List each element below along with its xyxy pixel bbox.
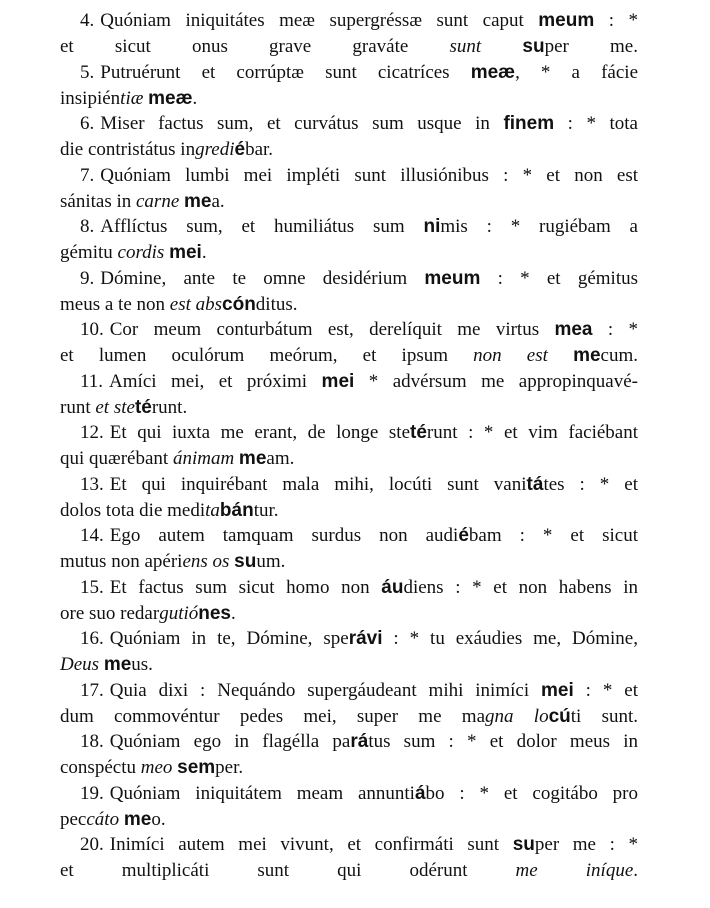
accent-syllable: meæ [148,87,193,109]
accent-syllable: cón [222,293,256,315]
verse [60,266,638,318]
verse-line-continuation [60,858,638,884]
verse-line-continuation [60,446,638,472]
italic-text: tiæ [120,87,144,109]
verse-line-continuation [60,86,638,112]
verse-line-first [60,214,638,240]
verse-number: 5. [80,61,95,83]
verse-number: 10. [80,319,104,340]
italic-text: est abs [169,293,223,315]
verse [60,60,638,112]
verse-text: die contristátus in [60,139,196,160]
verse-number: 6. [80,113,95,134]
verse [60,832,638,884]
verse-number: 12. [80,422,104,443]
verse-text [481,36,522,57]
verse [60,8,638,60]
verse-text: mis : * rugiébam a [440,216,638,237]
verse-line-continuation [60,807,638,833]
verse-text: . [192,87,198,109]
verse-text: tus sum : * et dolor meus in [368,731,638,752]
italic-text: gna lo [485,705,549,727]
verse-number: 17. [80,679,104,701]
accent-syllable: me [573,345,601,366]
verse-line-continuation [60,755,638,781]
verse-text: * advérsum me appropinquavé- [354,370,638,392]
italic-text: carne [136,190,180,212]
verse [60,111,638,163]
italic-text: Deus [60,654,100,675]
verse-text: bam : * et sicut [468,525,639,546]
italic-text: ta [205,499,220,521]
verse-text: ditus. [255,293,298,315]
verse [60,369,638,421]
accent-syllable: é [458,525,469,546]
accent-syllable: meæ [470,61,516,83]
verse-text: am. [266,448,295,469]
verse [60,472,638,524]
verse-text: sánitas in [60,190,136,212]
verse-line-continuation [60,34,638,60]
verse-text: . [201,242,207,263]
accent-syllable: rávi [348,628,383,649]
verse-text: Et factus sum sicut homo non [109,576,382,598]
verse-line-continuation [60,395,638,421]
verse-number: 16. [80,628,104,649]
verse-line-first [60,626,638,652]
verse-text: Amíci mei, et próximi [109,370,322,392]
verse-line-first [60,523,638,549]
verse-number: 8. [80,216,95,237]
verse-line-first [60,266,638,292]
verse-text: : * [592,319,639,340]
verse-text: a. [211,190,225,212]
verse-line-first [60,781,638,807]
verse-text: : * tota [554,113,638,134]
verse-text: Quóniam ego in flagélla pa [109,731,351,752]
accent-syllable: nes [198,602,231,624]
verse-line-continuation [60,137,638,163]
accent-syllable: su [512,834,535,855]
verse-line-first [60,575,638,601]
accent-syllable: é [234,139,246,160]
verse-text: qui quærébant [60,448,173,469]
verse-text: ti sunt. [570,705,639,727]
verse [60,163,638,215]
verse-line-first [60,369,638,395]
accent-syllable: mei [169,242,202,263]
verse-text: bo : * et cogitábo pro [425,782,638,804]
verse-text: Ego autem tamquam surdus non audi [109,525,459,546]
verse-text: per me. [544,36,638,57]
italic-text: meo [140,757,173,778]
accent-syllable: áu [381,576,404,598]
verse-text: Cor meum conturbátum est, derelíquit me virtus [109,319,555,340]
accent-syllable: cú [548,705,571,727]
italic-text: que [605,860,634,881]
verse [60,523,638,575]
italic-text: et ste [95,396,135,418]
verse-text: o. [151,808,166,830]
verse-number: 20. [80,834,104,855]
accent-syllable: meum [424,267,481,289]
verse-text: meus a te non [60,293,170,315]
accent-syllable: bán [219,499,254,521]
accent-syllable: me [238,448,267,469]
verse-text: tes : * et [543,473,638,495]
verse-text: Miser factus sum, et curvátus sum usque in [100,113,504,134]
verse-text: mutus non apéri [60,551,183,572]
verse-text: dum commovéntur pedes mei, super me ma [60,705,486,727]
verse-line-first [60,163,638,189]
verse-text: Dómine, ante te omne desidérium [100,267,425,289]
verse-text: Quóniam in te, Dómine, spe [109,628,349,649]
verse-number: 4. [80,10,95,31]
verse-text: Putruérunt et corrúptæ sunt cicatríces [100,61,471,83]
verse-line-first [60,420,638,446]
italic-text: me iní [515,860,606,881]
accent-syllable: mei [541,679,574,701]
verse-text: runt. [151,396,188,418]
verse-line-first [60,832,638,858]
verse-text: insipién [60,87,121,109]
verse-line-first [60,317,638,343]
verse-text: et multiplicáti sunt qui odérunt [60,860,516,881]
verse-line-continuation [60,549,638,575]
verse-number: 14. [80,525,104,546]
verse-line-first [60,111,638,137]
accent-syllable: té [410,422,427,443]
verse-line-continuation [60,292,638,318]
verse-text: . [633,860,638,881]
verse-text: Quóniam iniquitátem meam annunti [109,782,415,804]
verse-text: et lumen oculórum meórum, et ipsum [60,345,474,366]
verse-line-continuation [60,189,638,215]
verse [60,781,638,833]
verse-text: , * a fácie [515,61,639,83]
verse-number: 7. [80,164,95,186]
verse-line-first [60,472,638,498]
verse-text: Et qui iuxta me erant, de longe ste [109,422,411,443]
italic-text: ens os [182,551,230,572]
italic-text: non est [473,345,548,366]
verse [60,575,638,627]
verse-text: runt [60,396,96,418]
verse [60,626,638,678]
accent-syllable: tá [526,473,544,495]
verse-line-continuation [60,704,638,730]
verse-line-continuation [60,601,638,627]
verse [60,317,638,369]
verse-line-continuation [60,240,638,266]
accent-syllable: su [234,551,257,572]
verse-number: 9. [80,267,95,289]
verse-text [548,345,573,366]
accent-syllable: me [103,654,132,675]
verse [60,678,638,730]
accent-syllable: té [134,396,152,418]
accent-syllable: finem [503,113,555,134]
verse-text: conspéctu [60,757,141,778]
verse-line-continuation [60,343,638,369]
verse-number: 15. [80,576,104,598]
verse-line-continuation [60,498,638,524]
verse-text: ore suo redar [60,602,160,624]
verse-text: pec [60,808,87,830]
verse-number: 11. [80,370,104,392]
verse-text: et sicut onus grave graváte [60,36,450,57]
verse-text: Et qui inquirébant mala mihi, locúti sunt vani [109,473,527,495]
italic-text: gredi [195,139,235,160]
verse-line-first [60,678,638,704]
verse-text: Afflíctus sum, et humiliátus sum [100,216,424,237]
accent-syllable: me [123,808,152,830]
accent-syllable: mei [321,370,355,392]
verse [60,214,638,266]
verse-text: . [231,602,236,624]
verse-number: 19. [80,782,104,804]
italic-text: gutió [159,602,199,624]
italic-text: cáto [86,808,120,830]
verse-number: 18. [80,731,104,752]
verse-line-first [60,8,638,34]
verse-line-first [60,729,638,755]
verse-text: : * [594,10,639,31]
verse-text: runt : * et vim faciébant [426,422,638,443]
verse-text: per. [215,757,244,778]
verse-text: Inimíci autem mei vivunt, et confirmáti sunt [109,834,513,855]
accent-syllable: rá [350,731,369,752]
italic-text: ánimam [172,448,235,469]
verse-text: gémitu [60,242,118,263]
verse [60,420,638,472]
verse-line-first [60,60,638,86]
accent-syllable: su [522,36,545,57]
verse-text: cum. [600,345,639,366]
verse-text: : * et gémitus [480,267,638,289]
verse [60,729,638,781]
verse-text: diens : * et non habens in [403,576,639,598]
accent-syllable: á [414,782,426,804]
verse-text: : * tu exáudies me, Dómine, [382,628,638,649]
verse-text: us. [131,654,153,675]
italic-text: sunt [449,36,482,57]
verse-line-continuation [60,652,638,678]
verse-text: Quóniam iniquitátes meæ supergréssæ sunt caput [100,10,539,31]
italic-text: cordis [117,242,165,263]
verse-text: per me : * [534,834,638,855]
verse-text: Quóniam lumbi mei impléti sunt illusiónibus : * et non est [100,164,638,186]
accent-syllable: meum [538,10,595,31]
accent-syllable: me [184,190,212,212]
verse-text: tur. [253,499,279,521]
verse-text: : * et [573,679,638,701]
verse-text: Quia dixi : Nequándo supergáudeant mihi inimíci [109,679,542,701]
verse-text: um. [256,551,286,572]
accent-syllable: mea [554,319,593,340]
verse-text: dolos tota die medi [60,499,206,521]
verse-number: 13. [80,473,104,495]
accent-syllable: sem [177,757,216,778]
verse-text: bar. [245,139,274,160]
accent-syllable: ni [423,216,441,237]
